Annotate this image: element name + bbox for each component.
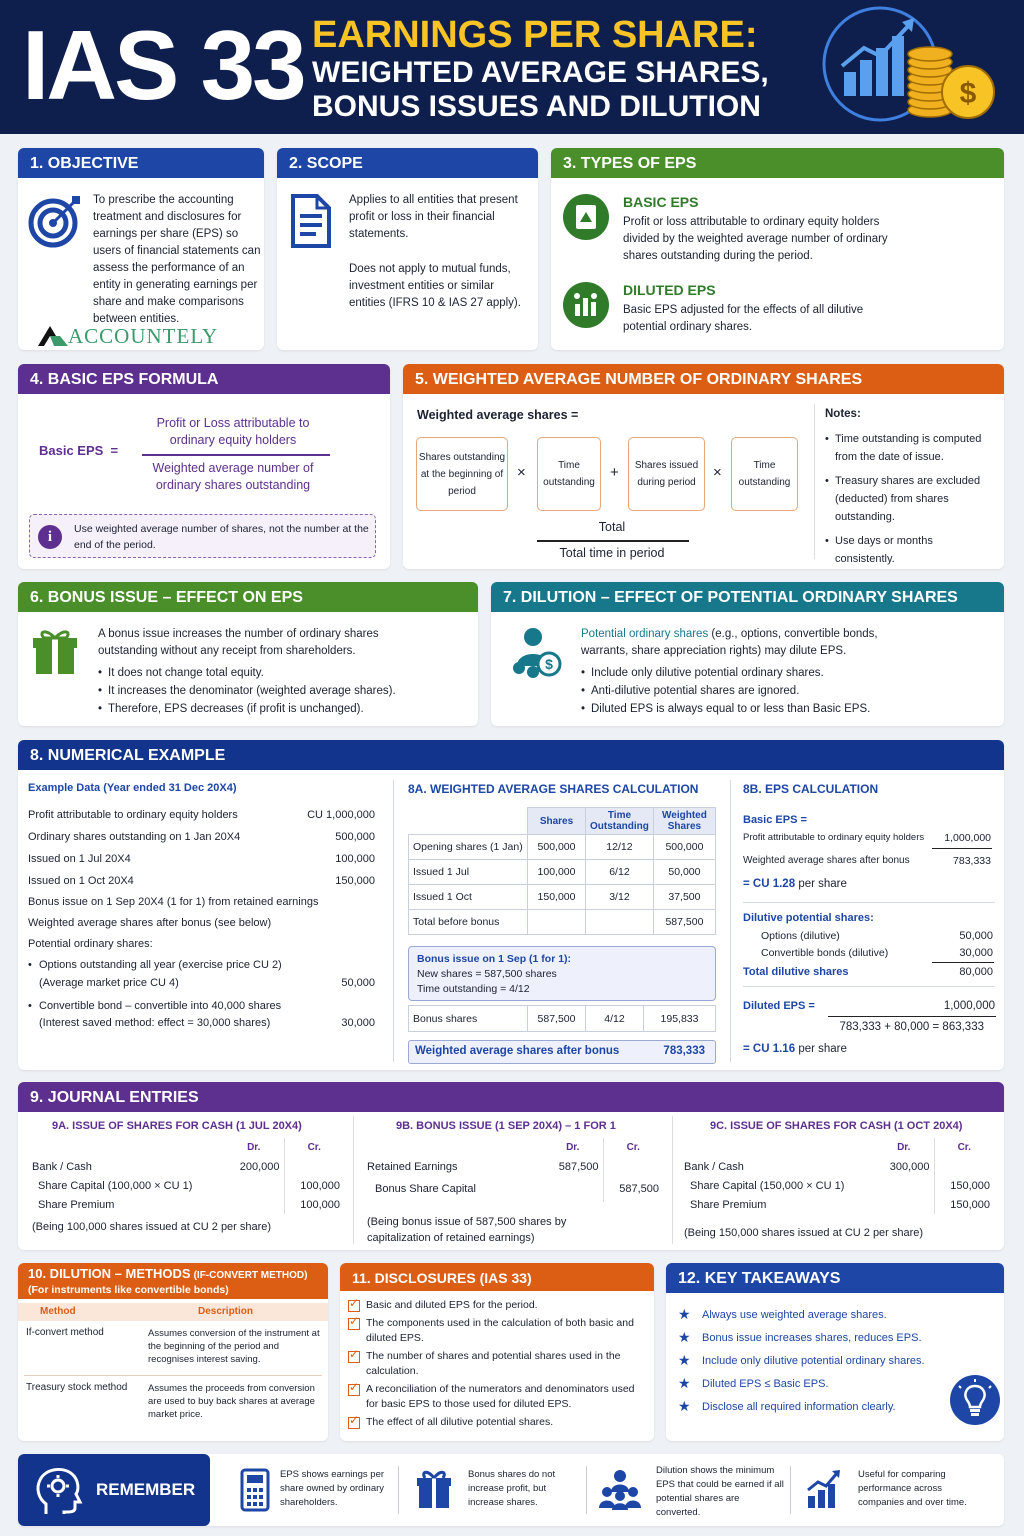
wa-total-label: Weighted average shares after bonus <box>415 1045 620 1057</box>
formula-title: 4. BASIC EPS FORMULA <box>18 364 390 394</box>
bonus-bullet: • Therefore, EPS decreases (if profit is unchanged). <box>98 700 468 718</box>
table-header <box>28 1138 344 1157</box>
example-card <box>18 740 1004 1070</box>
diluted-eps-title: DILUTED EPS <box>623 282 716 298</box>
cr-head: Cr. <box>934 1138 994 1157</box>
col-head: Time Outstanding <box>586 808 654 835</box>
lightbulb-icon <box>950 1375 1000 1425</box>
group-icon <box>598 1468 642 1510</box>
per-share: per share <box>798 1043 847 1055</box>
remember-text: Bonus shares do not increase profit, but increase shares. <box>468 1469 556 1508</box>
bonus-box <box>408 946 716 1001</box>
wa-total-bar <box>408 1040 716 1064</box>
remember-text: Dilution shows the minimum EPS that could be earned if all potential shares are converted. <box>656 1465 784 1518</box>
growth-coins-icon <box>818 6 998 128</box>
takeaways-title: 12. KEY TAKEAWAYS <box>666 1263 1004 1293</box>
note-item: • Use days or months consistently. <box>825 532 995 568</box>
disclosures-title: 11. DISCLOSURES (IAS 33) <box>340 1263 654 1291</box>
takeaways-card <box>666 1263 1004 1441</box>
basic-eps-title: BASIC EPS <box>623 194 699 210</box>
weighted-total: Total <box>598 520 626 534</box>
ias-title: IAS 33 <box>22 10 304 120</box>
cell: Bank / Cash <box>684 1160 744 1173</box>
journal-a-title: 9A. ISSUE OF SHARES FOR CASH (1 JUL 20X4) <box>52 1120 302 1132</box>
cell: 587,500 <box>528 1006 586 1032</box>
diluted-eps-label: Diluted EPS = <box>743 1000 815 1012</box>
table-row <box>680 1157 994 1176</box>
cell <box>874 1176 934 1195</box>
journal-card <box>18 1082 1004 1250</box>
method-desc: Assumes conversion of the instrument at the beginning of the period and recognises interest saving. <box>148 1328 320 1365</box>
formula-note-box <box>29 514 376 558</box>
cell: Opening shares (1 Jan) <box>409 835 528 860</box>
formula-box-shares-issued <box>628 437 705 511</box>
cell: 100,000 <box>284 1195 344 1214</box>
bonus-bullet: • It does not change total equity. <box>98 664 468 682</box>
bonus-box-line: New shares = 587,500 shares <box>417 968 557 980</box>
remember-text: EPS shows earnings per share owned by ordinary shareholders. <box>280 1469 385 1508</box>
cell <box>603 1157 663 1176</box>
cell: 587,500 <box>653 910 715 935</box>
journal-separator <box>672 1116 673 1244</box>
cell <box>224 1176 284 1195</box>
takeaway-item: ★ Always use weighted average shares. <box>678 1308 958 1323</box>
cell: Issued 1 Oct <box>409 885 528 910</box>
cell: 587,500 <box>603 1176 663 1202</box>
scope-text-1: Applies to all entities that present profit or loss in their financial statements. <box>349 194 518 240</box>
basic-eps-icon <box>563 194 609 240</box>
cell: Bonus shares <box>409 1006 528 1032</box>
bond-line-2: (Interest saved method: effect = 30,000 shares) <box>39 1017 271 1029</box>
basic-eps-text: Profit or loss attributable to ordinary equity holders divided by the weighted average number of ordinary shares outstanding during the period. <box>623 216 888 262</box>
table-row <box>409 885 716 910</box>
data-row-label: Issued on 1 Jul 20X4 <box>28 853 131 865</box>
bonus-text: A bonus issue increases the number of ordinary shares outstanding without any receipt from shareholders. <box>98 628 379 657</box>
dr-head: Dr. <box>566 1142 580 1153</box>
eps-calc-title: 8B. EPS CALCULATION <box>743 782 879 796</box>
basic-eps-value: = CU 1.28 <box>743 878 796 890</box>
options-line-1: Options outstanding all year (exercise price CU 2) <box>39 959 282 971</box>
cell: 12/12 <box>586 835 654 860</box>
wa-line: Weighted average shares after bonus (see below) <box>28 917 272 929</box>
dilution-title: 7. DILUTION – EFFECT OF POTENTIAL ORDINARY SHARES <box>491 582 1004 612</box>
logo-text: ACCOUNTELY <box>68 324 219 348</box>
bonus-bullets <box>98 664 468 718</box>
methods-header <box>18 1263 328 1299</box>
bonus-box-line: Time outstanding = 4/12 <box>417 983 530 995</box>
types-card <box>551 148 1004 350</box>
cell: Bank / Cash <box>32 1160 92 1173</box>
takeaway-item: ★ Bonus issue increases shares, reduces EPS. <box>678 1331 958 1346</box>
disclosures-list <box>346 1298 648 1433</box>
cell: 4/12 <box>586 1006 644 1032</box>
data-row-label: Ordinary shares outstanding on 1 Jan 20X4 <box>28 831 241 843</box>
dilution-bullet: • Diluted EPS is always equal to or less than Basic EPS. <box>581 700 981 718</box>
calculator-icon <box>240 1468 270 1512</box>
note-item: • Time outstanding is computed from the date of issue. <box>825 430 995 466</box>
cell <box>363 1138 543 1157</box>
was-value: 783,333 <box>953 855 991 867</box>
dilution-card <box>491 582 1004 726</box>
box-text: Shares issued during period <box>634 460 699 488</box>
basic-eps-label: Basic EPS = <box>743 814 807 826</box>
types-title: 3. TYPES OF EPS <box>551 148 1004 178</box>
growth-chart-icon <box>806 1468 842 1510</box>
cell: 195,833 <box>644 1006 716 1032</box>
journal-a-table <box>28 1138 344 1214</box>
cell: 500,000 <box>528 835 586 860</box>
bonds-v: 30,000 <box>959 947 993 959</box>
weighted-lead: Weighted average shares = <box>417 408 579 422</box>
cr-head: Cr. <box>284 1138 344 1157</box>
weighted-card <box>403 364 1004 569</box>
table-row <box>409 860 716 885</box>
total-dilutive-label: Total dilutive shares <box>743 966 849 978</box>
formula-card <box>18 364 390 569</box>
bond-line-1: Convertible bond – convertible into 40,000 shares <box>39 1000 282 1012</box>
data-row-value: CU 1,000,000 <box>307 809 375 821</box>
methods-subtitle: (For instruments like convertible bonds) <box>28 1284 229 1296</box>
cell: Bonus Share Capital <box>375 1183 476 1195</box>
diluted-eps-result <box>743 1043 847 1055</box>
formula-box-shares-beginning <box>416 437 508 511</box>
table-row <box>28 1157 344 1176</box>
op-plus: + <box>610 464 619 481</box>
journal-b-table <box>363 1138 663 1202</box>
scope-title: 2. SCOPE <box>277 148 538 178</box>
disclosure-item: Basic and diluted EPS for the period. ✓ <box>346 1298 648 1313</box>
header-title-line2: WEIGHTED AVERAGE SHARES, <box>312 56 769 89</box>
cell <box>586 910 654 935</box>
cell: Share Premium <box>38 1198 115 1211</box>
cell: 37,500 <box>653 885 715 910</box>
options-value: 50,000 <box>341 977 375 989</box>
takeaway-item: ★ Diluted EPS ≤ Basic EPS. <box>678 1377 958 1392</box>
objective-card <box>18 148 264 350</box>
takeaway-item: ★ Include only dilutive potential ordinary shares. <box>678 1354 958 1369</box>
takeaways-list <box>678 1308 958 1423</box>
diluted-eps-text: Basic EPS adjusted for the effects of all dilutive potential ordinary shares. <box>623 304 864 333</box>
method-col: Method <box>40 1306 76 1317</box>
method-desc: Assumes the proceeds from conversion are used to buy back shares at average market price. <box>148 1383 315 1420</box>
cell <box>224 1195 284 1214</box>
cell: 100,000 <box>528 860 586 885</box>
cell: 50,000 <box>653 860 715 885</box>
journal-a-note: (Being 100,000 shares issued at CU 2 per share) <box>32 1221 272 1233</box>
options-line-2: (Average market price CU 4) <box>39 977 179 989</box>
data-row-value: 500,000 <box>335 831 375 843</box>
dilution-bullet: • Include only dilutive potential ordinary shares. <box>581 664 981 682</box>
remember-strip <box>18 1454 1004 1526</box>
journal-b-title: 9B. BONUS ISSUE (1 SEP 20X4) – 1 FOR 1 <box>396 1120 616 1132</box>
cell: 100,000 <box>284 1176 344 1195</box>
diluted-fraction-line <box>828 1016 996 1017</box>
cr-head: Cr. <box>603 1138 663 1157</box>
diluted-denominator: 783,333 + 80,000 = 863,333 <box>839 1021 984 1033</box>
document-icon <box>289 194 333 248</box>
disclosures-card <box>340 1263 654 1441</box>
fraction-line <box>932 848 992 849</box>
dilution-bullet: • Anti-dilutive potential shares are ignored. <box>581 682 981 700</box>
cell: 6/12 <box>586 860 654 885</box>
formula-label: Basic EPS = <box>39 443 119 458</box>
remember-text: Useful for comparing performance across companies and over time. <box>858 1469 967 1508</box>
remember-divider <box>790 1466 791 1514</box>
dilution-lead-text: (e.g., options, convertible bonds, warrants, share appreciation rights) may dilute EPS. <box>581 628 878 657</box>
disclosure-item: The effect of all dilutive potential shares. ✓ <box>346 1415 648 1430</box>
target-icon <box>28 194 82 248</box>
formula-box-time-1 <box>537 437 601 511</box>
dilution-bullets <box>581 664 981 718</box>
weighted-total-time: Total time in period <box>559 546 665 560</box>
cell <box>874 1195 934 1214</box>
methods-row-divider <box>24 1375 322 1376</box>
op-times-2: × <box>713 464 722 481</box>
journal-c-title: 9C. ISSUE OF SHARES FOR CASH (1 OCT 20X4) <box>710 1120 963 1132</box>
data-row-value: 150,000 <box>335 875 375 887</box>
disclosure-item: A reconciliation of the numerators and denominators used for basic EPS to those used for diluted EPS. ✓ <box>346 1382 648 1412</box>
notes-list <box>825 430 995 568</box>
dr-head: Dr. <box>247 1142 261 1153</box>
method-name: Treasury stock method <box>26 1382 128 1393</box>
total-dilutive-value: 80,000 <box>959 966 993 978</box>
col-head: Shares <box>528 808 586 835</box>
was-label: Weighted average shares after bonus <box>743 855 910 866</box>
diluted-eps-value: = CU 1.16 <box>743 1043 796 1055</box>
takeaway-item: ★ Disclose all required information clearly. <box>678 1400 958 1415</box>
journal-c-table <box>680 1138 994 1214</box>
cell <box>528 910 586 935</box>
investor-icon <box>509 626 563 680</box>
wa-total-value: 783,333 <box>663 1045 705 1057</box>
cell: 300,000 <box>889 1160 930 1173</box>
header-banner <box>0 0 1024 134</box>
table-header <box>409 808 716 835</box>
cell: 200,000 <box>239 1160 280 1173</box>
journal-b-note: (Being bonus issue of 587,500 shares by capitalization of retained earnings) <box>367 1216 567 1244</box>
objective-text: To prescribe the accounting treatment and disclosures for earnings per share (EPS) so users of financial statements can assess the performance of an entity in generating earnings per share and make comparisons between entities. <box>93 194 261 325</box>
profit-value: 1,000,000 <box>944 832 991 844</box>
methods-card <box>18 1263 328 1441</box>
cell: Issued 1 Jul <box>409 860 528 885</box>
data-row-label: Profit attributable to ordinary equity holders <box>28 809 238 821</box>
disclosure-item: The number of shares and potential shares used in the calculation. ✓ <box>346 1349 648 1379</box>
table-row <box>28 1176 344 1195</box>
table-row <box>409 835 716 860</box>
scope-text-2: Does not apply to mutual funds, investment entities or similar entities (IFRS 10 & IAS 27 apply). <box>349 263 521 309</box>
svg-text:$: $ <box>959 77 977 110</box>
bonds-label: Convertible bonds (dilutive) <box>761 947 889 959</box>
remember-badge <box>18 1454 210 1526</box>
methods-title-small: (IF-CONVERT METHOD) <box>193 1270 308 1281</box>
bond-value: 30,000 <box>341 1017 375 1029</box>
box-text: Shares outstanding at the beginning of period <box>418 451 506 497</box>
dr-head: Dr. <box>897 1142 911 1153</box>
cell: Retained Earnings <box>367 1160 458 1173</box>
diluted-eps-icon <box>563 282 609 328</box>
dilution-lead <box>581 626 911 660</box>
options-label: Options (dilutive) <box>761 930 840 942</box>
options-bullet: • <box>28 959 32 971</box>
objective-title: 1. OBJECTIVE <box>18 148 264 178</box>
dilutive-title: Dilutive potential shares: <box>743 912 874 924</box>
cell: Share Capital (150,000 × CU 1) <box>690 1179 845 1192</box>
weighted-title: 5. WEIGHTED AVERAGE NUMBER OF ORDINARY SHARES <box>403 364 1004 394</box>
bond-bullet: • <box>28 1000 32 1012</box>
bonus-card <box>18 582 478 726</box>
scope-card <box>277 148 538 350</box>
weighted-divider <box>537 540 689 542</box>
description-col: Description <box>198 1306 254 1317</box>
info-icon: i <box>38 525 62 549</box>
table-row <box>409 910 716 935</box>
wa-calc-title: 8A. WEIGHTED AVERAGE SHARES CALCULATION <box>408 782 699 796</box>
remember-divider <box>586 1466 587 1514</box>
cell: Share Premium <box>690 1198 767 1211</box>
col-separator <box>730 780 731 1062</box>
method-name: If-convert method <box>26 1327 104 1338</box>
cell: Total before bonus <box>409 910 528 935</box>
cell <box>284 1157 344 1176</box>
table-row <box>680 1176 994 1195</box>
note-item: • Treasury shares are excluded (deducted) from shares outstanding. <box>825 472 995 526</box>
cell: 587,500 <box>558 1160 599 1173</box>
cell: 150,000 <box>934 1195 994 1214</box>
cell: 3/12 <box>586 885 654 910</box>
wa-table <box>408 807 716 935</box>
potential-line: Potential ordinary shares: <box>28 938 153 950</box>
eps-separator <box>743 902 995 903</box>
notes-title: Notes: <box>825 408 861 420</box>
dilution-lead-highlight: Potential ordinary shares <box>581 628 709 640</box>
bonus-title: 6. BONUS ISSUE – EFFECT ON EPS <box>18 582 478 612</box>
journal-title: 9. JOURNAL ENTRIES <box>18 1082 1004 1112</box>
cell: 150,000 <box>528 885 586 910</box>
cell <box>543 1176 603 1202</box>
example-data-title: Example Data (Year ended 31 Dec 20X4) <box>28 782 237 794</box>
remember-title: REMEMBER <box>96 1480 196 1499</box>
head-gear-icon <box>32 1464 84 1516</box>
example-title: 8. NUMERICAL EXAMPLE <box>18 740 1004 770</box>
methods-title-line <box>28 1267 318 1283</box>
cell <box>934 1157 994 1176</box>
options-v: 50,000 <box>959 930 993 942</box>
op-times-1: × <box>517 464 526 481</box>
methods-title: 10. DILUTION – METHODS <box>28 1266 191 1281</box>
col-separator <box>393 780 394 1062</box>
gift-icon <box>32 626 78 676</box>
total-underline <box>932 962 994 963</box>
notes-separator <box>814 404 815 559</box>
bonus-box-title: Bonus issue on 1 Sep (1 for 1): <box>417 953 572 965</box>
cell <box>28 1138 224 1157</box>
table-header <box>363 1138 663 1157</box>
formula-note: Use weighted average number of shares, not the number at the end of the period. <box>74 523 369 551</box>
bonus-shares-table <box>408 1005 716 1032</box>
methods-table-head <box>18 1303 328 1321</box>
box-text: Time outstanding <box>543 460 595 488</box>
cell <box>680 1138 874 1157</box>
gift-icon <box>416 1468 452 1510</box>
profit-label: Profit attributable to ordinary equity holders <box>743 832 925 843</box>
bonus-line: Bonus issue on 1 Sep 20X4 (1 for 1) from retained earnings <box>28 896 319 908</box>
table-row <box>363 1157 663 1176</box>
header-title-line3: BONUS ISSUES AND DILUTION <box>312 90 761 123</box>
formula-divider <box>142 454 330 456</box>
per-share: per share <box>798 878 847 890</box>
col-head <box>409 808 528 835</box>
col-head: Weighted Shares <box>653 808 715 835</box>
formula-denominator: Weighted average number of ordinary shares outstanding <box>152 461 314 492</box>
data-row-value: 100,000 <box>335 853 375 865</box>
journal-c-note: (Being 150,000 shares issued at CU 2 per share) <box>684 1227 924 1239</box>
table-header <box>680 1138 994 1157</box>
box-text: Time outstanding <box>738 460 791 488</box>
table-row <box>680 1195 994 1214</box>
journal-separator <box>353 1116 354 1244</box>
data-row-label: Issued on 1 Oct 20X4 <box>28 875 134 887</box>
header-title-line1: EARNINGS PER SHARE: <box>312 14 758 56</box>
table-row <box>28 1195 344 1214</box>
formula-numerator: Profit or Loss attributable to ordinary equity holders <box>156 416 310 447</box>
diluted-numerator: 1,000,000 <box>943 1000 995 1012</box>
svg-text:$: $ <box>545 656 553 672</box>
table-row <box>363 1176 663 1202</box>
eps-separator <box>743 986 995 987</box>
cell: Share Capital (100,000 × CU 1) <box>38 1179 193 1192</box>
bonus-bullet: • It increases the denominator (weighted average shares). <box>98 682 468 700</box>
table-row <box>409 1006 716 1032</box>
disclosure-item: The components used in the calculation of both basic and diluted EPS. ✓ <box>346 1316 648 1346</box>
cell: 500,000 <box>653 835 715 860</box>
basic-eps-result <box>743 878 847 890</box>
formula-box-time-2 <box>731 437 798 511</box>
cell: 150,000 <box>934 1176 994 1195</box>
remember-divider <box>398 1466 399 1514</box>
